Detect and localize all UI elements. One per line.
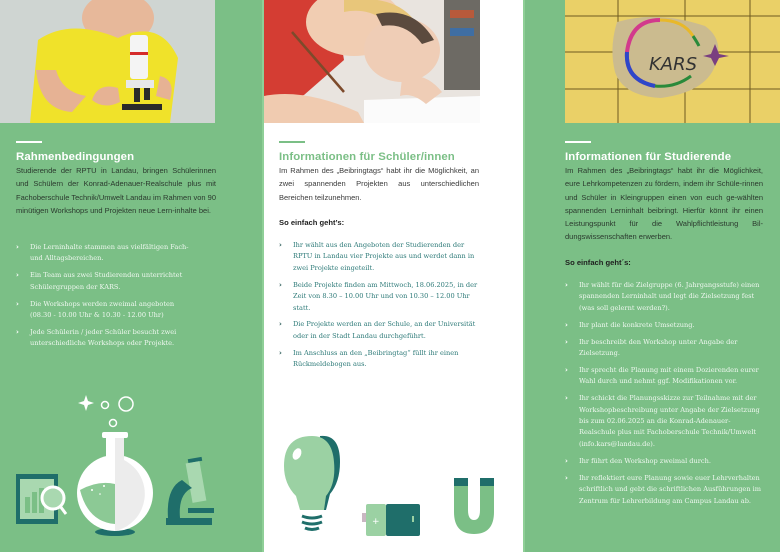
intro-studierende: Im Rahmen des „Beibringtags“ habt ihr die Möglichkeit, eure Lehrkompetenzen zu fördern, indem ihr Schüle-rinnen und Schüler in Kleingruppen einen von euch ge-wählten spannenden Lerninhalt beibringt. Hierfür könnt ihr einen Leistungspunkt für die Wahlpflichtleistung Bil-dungswissenschaften erwerben. <box>565 166 763 242</box>
section-divider <box>16 141 42 143</box>
bullet-list-schueler <box>279 240 479 376</box>
bullet-list-rahmenbedingungen <box>16 242 196 355</box>
heading-rahmenbedingungen: Rahmenbedingungen <box>16 151 135 163</box>
section-divider <box>279 141 305 143</box>
sparkle-icon <box>78 395 94 411</box>
section-divider <box>565 141 591 143</box>
chevron-right-icon: › <box>565 281 568 289</box>
battery-icon <box>362 504 420 536</box>
tablet-chart-magnifier-icon <box>16 474 66 524</box>
boy-microscope-image <box>0 0 215 123</box>
microscope-icon <box>166 457 214 525</box>
list-item: › Die Projekte werden an der Schule, an der Universität oder in der Stadt Landau durchgeführt. <box>279 320 476 340</box>
list-item: › Jede Schülerin / jeder Schüler besucht zwei unterschiedliche Workshops oder Projekte. <box>16 327 177 348</box>
chevron-right-icon: › <box>279 320 282 329</box>
chevron-right-icon: › <box>16 243 19 251</box>
svg-text:KARS: KARS <box>649 54 698 75</box>
chevron-right-icon: › <box>279 348 282 357</box>
lightbulb-icon <box>284 436 340 530</box>
flask-icon <box>77 432 153 536</box>
photo-boy-microscope <box>0 0 215 123</box>
intro-schueler: Im Rahmen des „Beibringtags“ habt ihr die Möglichkeit, an zwei spannenden Projekten aus unterschiedlichen Bereichen teilzunehmen. <box>279 166 479 202</box>
chevron-right-icon: › <box>16 299 19 308</box>
list-item: › Ihr schickt die Planungsskizze zur Teilnahme mit der Workshopbeschreibung unter Angabe der Zielsetzung bis zum 02.06.2025 an die Konrad-Adenauer-Realschule plus mit Fachoberschule Technik/Umwelt (info.kars@landau.de). <box>565 394 760 448</box>
list-item: › Ihr plant die konkrete Umsetzung. <box>565 320 765 331</box>
magnet-icon <box>454 478 494 534</box>
subheading-so-einfach: So einfach geht´s: <box>565 258 631 267</box>
chevron-right-icon: › <box>565 394 568 403</box>
list-item: › Die Lerninhalte stammen aus vielfältigen Fach- und Alltagsbereichen. <box>16 243 189 263</box>
chevron-right-icon: › <box>16 327 19 336</box>
panel-studierende <box>525 0 780 552</box>
science-illustration <box>0 380 260 552</box>
chevron-right-icon: › <box>565 337 568 346</box>
list-item: › Ihr wählt für die Zielgruppe (6. Jahrgangsstufe) einen spannenden Lerninhalt und legt die Zielsetzung fest (was soll gelernt werden?). <box>565 281 760 312</box>
bullet-list-studierende <box>565 280 765 512</box>
svg-text:+: + <box>372 517 380 527</box>
intro-rahmenbedingungen: Studierende der RPTU in Landau, bringen Schülerinnen und Schülern der Konrad-Adenauer-Realschule plus mit Fachoberschule Technik/Umwelt Landau im Rahmen von 90 minütigen Workshops und Projekten neue Lern-inhalte bei. <box>16 166 216 215</box>
list-item: › Beide Projekte finden am Mittwoch, 18.06.2025, in der Zeit von 8.30 – 10.00 Uhr und von 10.30 – 12.00 Uhr statt. <box>279 280 478 312</box>
list-item: › Ein Team aus zwei Studierenden unterrichtet Schülergruppen der KARS. <box>16 271 183 291</box>
panel-rahmenbedingungen <box>0 0 262 552</box>
list-item: › Ihr sprecht die Planung mit einem Dozierenden eurer Wahl durch und nehmt ggf. Modifikationen vor. <box>565 365 759 386</box>
list-item: › Ihr beschreibt den Workshop unter Angabe der Zielsetzung. <box>565 337 738 358</box>
chevron-right-icon: › <box>565 320 568 329</box>
heading-studierende: Informationen für Studierende <box>565 151 732 163</box>
heading-schueler: Informationen für Schüler/innen <box>279 151 455 163</box>
photo-children-writing <box>264 0 480 123</box>
list-item: › Im Anschluss an den „Beibringtag“ füllt ihr einen Rückmeldebogen aus. <box>279 348 459 369</box>
kars-logo-image <box>565 0 780 123</box>
chevron-right-icon: › <box>565 365 568 374</box>
list-item: › Ihr wählt aus den Angeboten der Studierenden der RPTU in Landau vier Projekte aus und werdet dann in zwei Projekte eingeteilt. <box>279 241 475 272</box>
chevron-right-icon: › <box>565 456 568 465</box>
children-writing-image <box>264 0 480 123</box>
panel-schueler <box>262 0 525 552</box>
chevron-right-icon: › <box>16 271 19 280</box>
subheading-so-einfach: So einfach geht’s: <box>279 218 345 227</box>
bubble-icon <box>102 397 134 427</box>
photo-kars-logo-wall <box>565 0 780 123</box>
chevron-right-icon: › <box>279 241 282 249</box>
list-item: › Die Workshops werden zweimal angeboten (08.30 - 10.00 Uhr & 10.30 - 12.00 Uhr) <box>16 299 175 320</box>
chevron-right-icon: › <box>565 473 568 482</box>
physics-illustration <box>264 410 524 552</box>
list-item: › Ihr reflektiert eure Planung sowie euer Lehrverhalten schriftlich und gebt die schriftlichen Ausführungen im Zentrum für Lehrerbildung am Campus Landau ab. <box>565 473 762 505</box>
chevron-right-icon: › <box>279 280 282 289</box>
list-item: › Ihr führt den Workshop zweimal durch. <box>565 456 765 467</box>
